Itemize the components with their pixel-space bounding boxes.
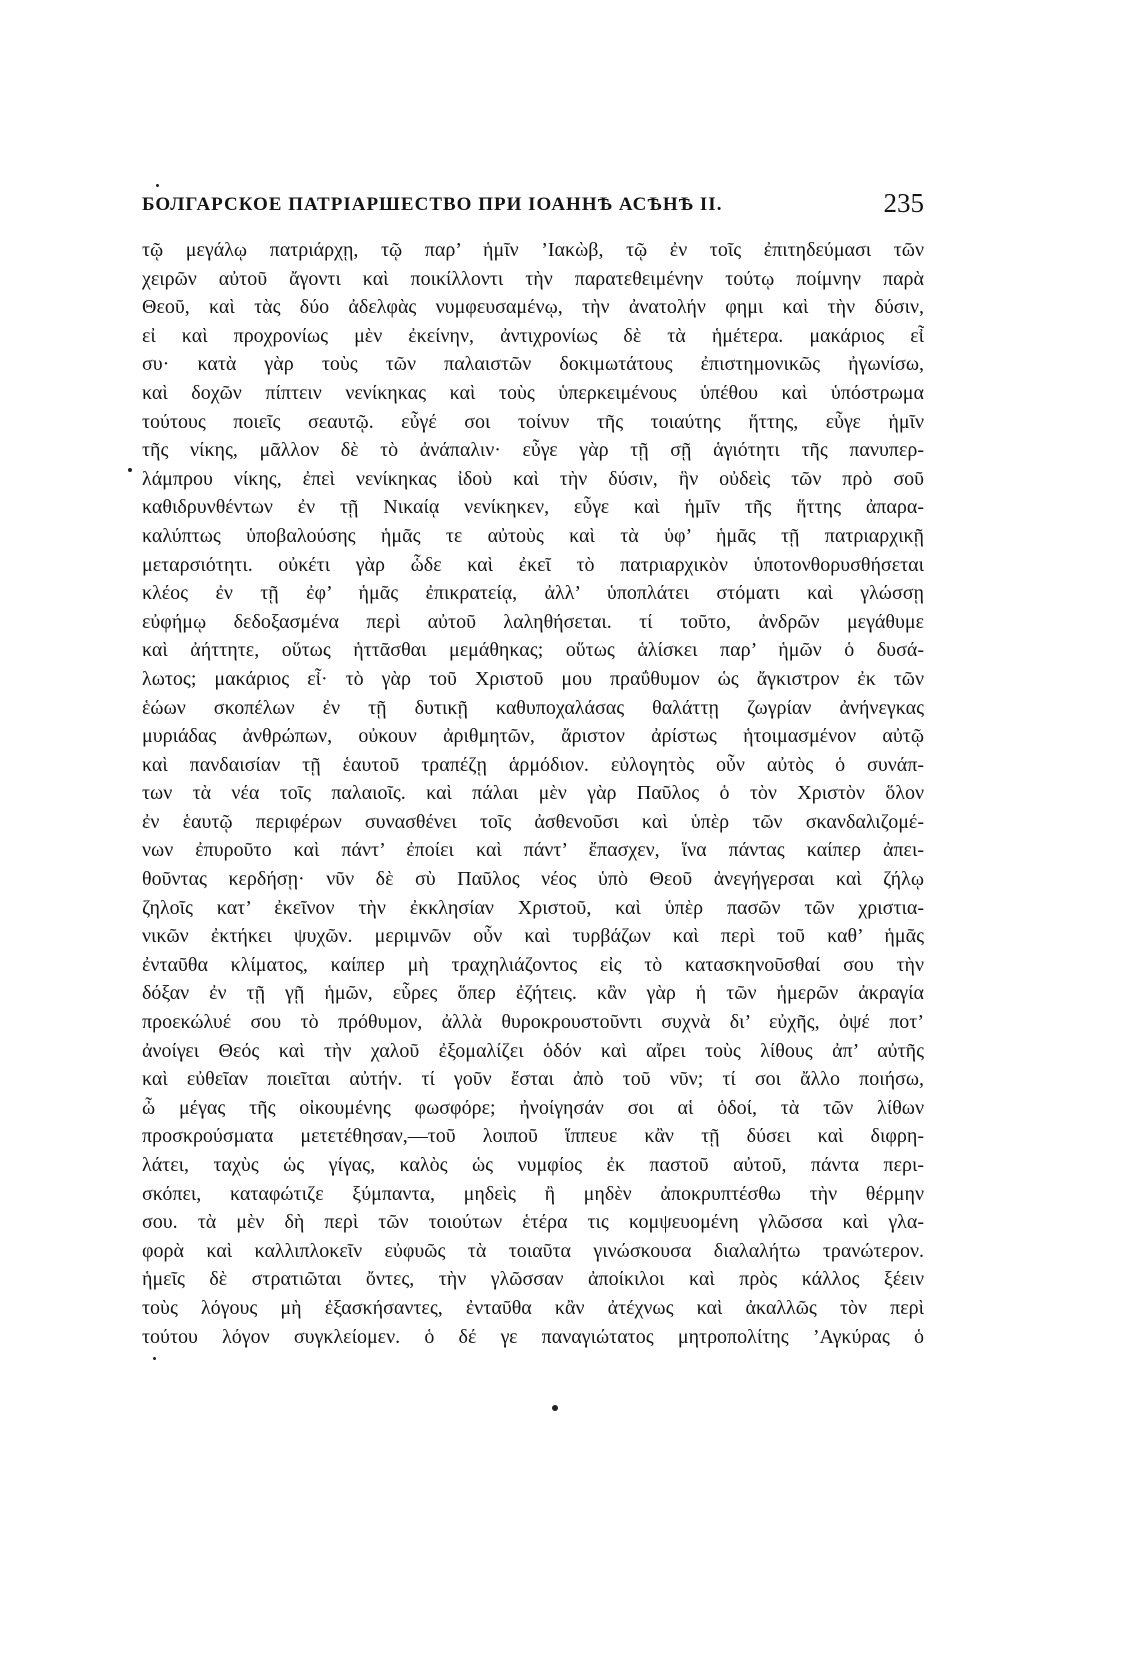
text-line: σου. τὰ μὲν δὴ περὶ τῶν τοιούτων ἑτέρα τις κομψευομένη γλῶσσα καὶ γλα- — [142, 1211, 924, 1234]
text-line: μυριάδας ἀνθρώπων, οὐκουν ἀριθμητῶν, ἄριστον ἀρίστως ἡτοιμασμένον αὐτῷ — [142, 725, 924, 748]
text-line: εὐφήμῳ δεδοξασμένα περὶ αὐτοῦ λαληθήσεται. τί τοῦτο, ἀνδρῶν μεγάθυμε — [142, 610, 924, 633]
text-line: προεκώλυέ σου τὸ πρόθυμον, ἀλλὰ θυροκρουστοῦντι συχνὰ δι’ εὐχῆς, ὀψέ ποτ’ — [142, 1011, 924, 1034]
text-line: δόξαν ἐν τῇ γῇ ἡμῶν, εὗρες ὅπερ ἐζήτεις. κἂν γὰρ ἡ τῶν ἡμερῶν ἀκραγία — [142, 982, 924, 1005]
scan-speck — [128, 468, 132, 472]
text-line: θοῦντας κερδήσῃ· νῦν δὲ σὺ Παῦλος νέος ὑπὸ Θεοῦ ἀνεγήγερσαι καὶ ζήλῳ — [142, 868, 924, 891]
text-line: ἐν ἑαυτῷ περιφέρων συνασθένει τοῖς ἀσθενοῦσι καὶ ὑπὲρ τῶν σκανδαλιζομέ- — [142, 810, 924, 833]
text-line: Θεοῦ, καὶ τὰς δύο ἀδελφὰς νυμφευσαμένῳ, τὴν ἀνατολήν φημι καὶ τὴν δύσιν, — [142, 296, 924, 319]
text-line: τῆς νίκης, μᾶλλον δὲ τὸ ἀνάπαλιν· εὖγε γὰρ τῇ σῇ ἁγιότητι τῆς πανυπερ- — [142, 439, 924, 462]
text-line: προσκρούσματα μετετέθησαν,—τοῦ λοιποῦ ἵππευε κἂν τῇ δύσει καὶ διφρη- — [142, 1125, 924, 1148]
text-line: καὶ δοχῶν πίπτειν νενίκηκας καὶ τοὺς ὑπερκειμένους ὑπέθου καὶ ὑπόστρωμα — [142, 381, 924, 404]
text-line: λωτος; μακάριος εἶ· τὸ γὰρ τοῦ Χριστοῦ μου πραΰθυμον ὡς ἄγκιστρον ἐκ τῶν — [142, 667, 924, 690]
text-line: νικῶν ἐκτήκει ψυχῶν. μεριμνῶν οὖν καὶ τυρβάζων καὶ περὶ τοῦ καθ’ ἡμᾶς — [142, 925, 924, 948]
scan-speck — [156, 184, 159, 187]
text-line: τούτου λόγον συγκλείομεν. ὁ δέ γε παναγιώτατος μητροπολίτης ’Αγκύρας ὁ — [142, 1325, 924, 1348]
text-line: ὦ μέγας τῆς οἰκουμένης φωσφόρε; ἠνοίγησάν σοι αἱ ὁδοί, τὰ τῶν λίθων — [142, 1096, 924, 1119]
page-number: 235 — [883, 188, 924, 218]
text-line: λάμπρου νίκης, ἐπεὶ νενίκηκας ἰδοὺ καὶ τὴν δύσιν, ἣν οὐδεὶς τῶν πρὸ σοῦ — [142, 467, 924, 490]
running-head — [142, 188, 924, 222]
text-line: μεταρσιότητι. οὐκέτι γὰρ ὧδε καὶ ἐκεῖ τὸ πατριαρχικὸν ὑποτονθορυσθήσεται — [142, 553, 924, 576]
text-line: ἡμεῖς δὲ στρατιῶται ὄντες, τὴν γλῶσσαν ἀποίκιλοι καὶ πρὸς κάλλος ξέειν — [142, 1268, 924, 1291]
text-line: καὶ πανδαισίαν τῇ ἑαυτοῦ τραπέζῃ ἁρμόδιον. εὐλογητὸς οὖν αὐτὸς ὁ συνάπ- — [142, 753, 924, 776]
text-line: ἑώων σκοπέλων ἐν τῇ δυτικῇ καθυποχαλάσας θαλάττῃ ζωγρίαν ἀνήνεγκας — [142, 696, 924, 719]
text-line: λάτει, ταχὺς ὡς γίγας, καλὸς ὡς νυμφίος ἐκ παστοῦ αὐτοῦ, πάντα περι- — [142, 1154, 924, 1176]
scan-speck — [552, 1405, 558, 1411]
text-line: καθιδρυνθέντων ἐν τῇ Νικαίᾳ νενίκηκεν, εὖγε καὶ ἡμῖν τῆς ἥττης ἀπαρα- — [142, 496, 924, 519]
text-line: καὶ ἀήττητε, οὕτως ἡττᾶσθαι μεμάθηκας; οὕτως ἁλίσκει παρ’ ἡμῶν ὁ δυσά- — [142, 639, 924, 662]
body-text — [142, 236, 924, 1351]
text-line: τοὺς λόγους μὴ ἐξασκήσαντες, ἐνταῦθα κἂν ἀτέχνως καὶ ἀκαλλῶς τὸν περὶ — [142, 1296, 924, 1319]
text-line: χειρῶν αὐτοῦ ἄγοντι καὶ ποικίλλοντι τὴν παρατεθειμένην τούτῳ ποίμνην παρὰ — [142, 267, 924, 290]
text-line: τῷ μεγάλῳ πατριάρχῃ, τῷ παρ’ ἡμῖν ’Ιακὼβ, τῷ ἐν τοῖς ἐπιτηδεύμασι τῶν — [142, 239, 924, 261]
text-line: εἰ καὶ προχρονίως μὲν ἐκείνην, ἀντιχρονίως δὲ τὰ ἡμέτερα. μακάριος εἶ — [142, 324, 924, 347]
text-line: κλέος ἐν τῇ ἐφ’ ἡμᾶς ἐπικρατείᾳ, ἀλλ’ ὑποπλάτει στόματι καὶ γλώσσῃ — [142, 582, 924, 605]
text-line: τούτους ποιεῖς σεαυτῷ. εὖγέ σοι τοίνυν τῆς τοιαύτης ἥττης, εὖγε ἡμῖν — [142, 410, 924, 433]
text-line: καλύπτως ὑποβαλούσης ἡμᾶς τε αὐτοὺς καὶ τὰ ὑφ’ ἡμᾶς τῇ πατριαρχικῇ — [142, 524, 924, 547]
running-title: БОЛГАРСКОЕ ПАТРІАРШЕСТВО ПРИ ІОАННѢ АСѢНѢ II. — [142, 194, 723, 215]
text-line: ζηλοῖς κατ’ ἐκεῖνον τὴν ἐκκλησίαν Χριστοῦ, καὶ ὑπὲρ πασῶν τῶν χριστια- — [142, 896, 924, 919]
text-line: καὶ εὐθεῖαν ποιεῖται αὐτήν. τί γοῦν ἔσται ἀπὸ τοῦ νῦν; τί σοι ἄλλο ποιήσω, — [142, 1068, 924, 1091]
text-line: φορὰ καὶ καλλιπλοκεῖν εὐφυῶς τὰ τοιαῦτα γινώσκουσα διαλαλήτω τρανώτερον. — [142, 1239, 924, 1262]
scan-speck — [153, 1357, 156, 1360]
text-line: ἀνοίγει Θεός καὶ τὴν χαλοῦ ἐξομαλίζει ὁδόν καὶ αἴρει τοὺς λίθους ἀπ’ αὐτῆς — [142, 1039, 924, 1062]
text-line: των τὰ νέα τοῖς παλαιοῖς. καὶ πάλαι μὲν γὰρ Παῦλος ὁ τὸν Χριστὸν ὅλον — [142, 782, 924, 805]
text-line: ἐνταῦθα κλίματος, καίπερ μὴ τραχηλιάζοντος εἰς τὸ κατασκηνοῦσθαί σου τὴν — [142, 953, 924, 976]
text-line: σκόπει, καταφώτιζε ξύμπαντα, μηδεὶς ἢ μηδὲν ἀποκρυπτέσθω τὴν θέρμην — [142, 1182, 924, 1205]
text-line: νων ἐπυροῦτο καὶ πάντ’ ἐποίει καὶ πάντ’ ἔπασχεν, ἵνα πάντας καίπερ ἀπει- — [142, 839, 924, 862]
text-line: συ· κατὰ γὰρ τοὺς τῶν παλαιστῶν δοκιμωτάτους ἐπιστημονικῶς ἠγωνίσω, — [142, 353, 924, 376]
